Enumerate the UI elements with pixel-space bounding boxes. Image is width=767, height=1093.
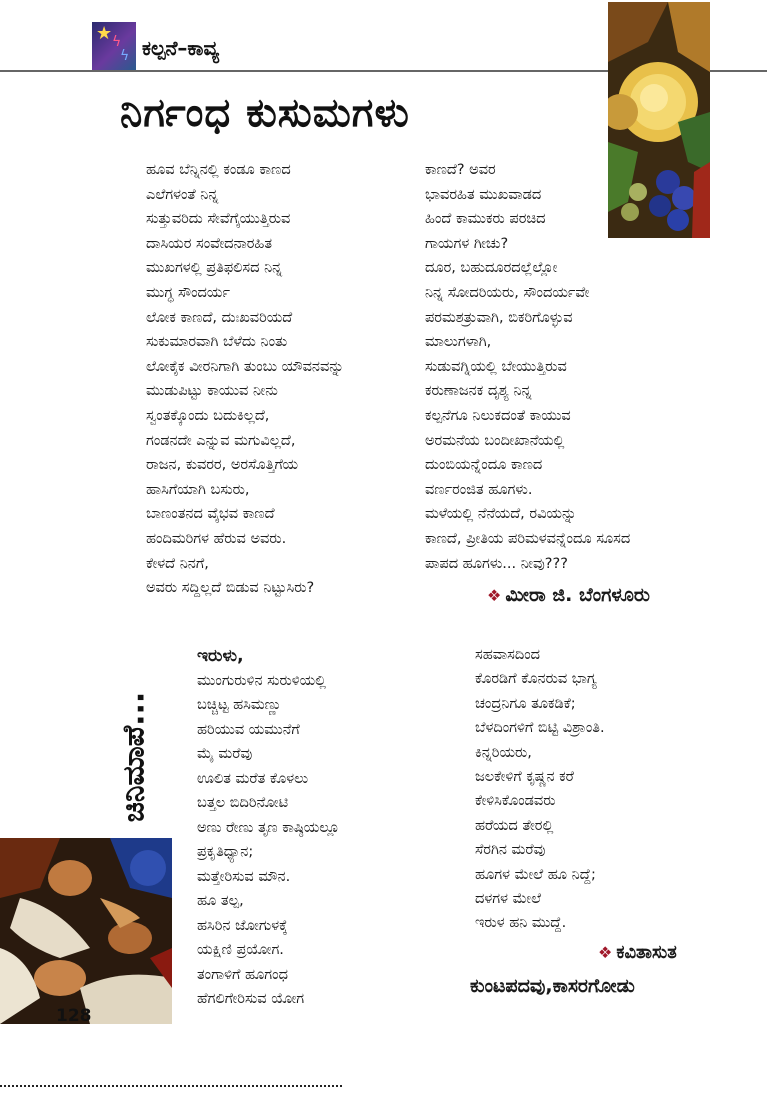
poem2-author bbox=[598, 942, 677, 963]
poem2-title-text: ಚಿನಿಮಾಪೆ... bbox=[116, 691, 152, 823]
poem-line: ಹೂ ತಲ್ಪ, bbox=[197, 893, 244, 909]
page-number: 128 bbox=[56, 1006, 92, 1026]
poem-line: ಮುಂಗುರುಳಿನ ಸುರುಳಿಯಲ್ಲಿ bbox=[197, 672, 327, 689]
poem2-author-place: ಕುಂಟಪದವು,ಕಾಸರಗೋಡು bbox=[470, 975, 635, 997]
poem-line: ಹಾಸಿಗೆಯಾಗಿ ಬಸುರು, bbox=[146, 481, 250, 498]
poem-line: ಕೇಳದೆ ನಿನಗೆ, bbox=[146, 555, 209, 572]
poem-line: ಅರಮನೆಯ ಬಂದೀಖಾನೆಯಲ್ಲಿ bbox=[425, 432, 565, 449]
poem-line: ಗಂಡನದೇ ಎನ್ನುವ ಮಗುವಿಲ್ಲದೆ, bbox=[146, 432, 296, 449]
diamond-bullet-icon: ❖ bbox=[598, 943, 613, 962]
poem-line: ಮಳೆಯಲ್ಲಿ ನೆನೆಯದೆ, ರವಿಯನ್ನು bbox=[425, 506, 577, 523]
poem-line: ಕಿನ್ನರಿಯರು, bbox=[475, 744, 532, 761]
poem-line: ಲೋಕೈಕ ವೀರನಿಗಾಗಿ ತುಂಬು ಯೌವನವನ್ನು bbox=[146, 358, 344, 375]
poem-line: ಸುಕುಮಾರವಾಗಿ ಬೆಳೆದು ನಿಂತು bbox=[146, 334, 288, 351]
section-title: ಕಲ್ಪನೆ–ಕಾವ್ಯ bbox=[142, 36, 220, 60]
poem-line: ಮುಡುಪಿಟ್ಟು ಕಾಯುವ ನೀನು bbox=[146, 383, 278, 400]
poem-line: ದೂರ, ಬಹುದೂರದಲ್ಲೆಲ್ಲೋ bbox=[425, 260, 558, 277]
poem-line: ಹೆಗಲಿಗೇರಿಸುವ ಯೋಗ bbox=[197, 991, 305, 1007]
section-logo-icon: ★ ϟ ϟ bbox=[92, 22, 136, 70]
poem1-column-left bbox=[146, 158, 344, 601]
poem-line: ಹಂದಿಮರಿಗಳ ಹೆರುವ ಅವರು. bbox=[146, 530, 287, 547]
poem-title: ನಿರ್ಗಂಧ ಕುಸುಮಗಳು bbox=[120, 90, 410, 136]
poem-line: ತಂಗಾಳಿಗೆ ಹೂಗಂಧ bbox=[197, 966, 288, 983]
diamond-bullet-icon: ❖ bbox=[487, 586, 502, 605]
poem-line: ಪಾಪದ ಹೂಗಳು... ನೀವು??? bbox=[425, 555, 568, 572]
poem-line: ನಿನ್ನ ಸೋದರಿಯರು, ಸೌಂದರ್ಯವೇ bbox=[425, 284, 590, 301]
poem-line: ಗಾಯಗಳ ಗೀಚು? bbox=[425, 235, 509, 252]
poem-line: ಮುಖಗಳಲ್ಲಿ ಪ್ರತಿಫಲಿಸದ ನಿನ್ನ bbox=[146, 260, 283, 277]
poem-line: ಊಲಿತ ಮರೆತ ಕೊಳಲು bbox=[197, 770, 309, 787]
poem2-column-right bbox=[475, 643, 605, 936]
poem-line: ಹಸಿರಿನ ಜೋಗುಳಕ್ಕೆ bbox=[197, 917, 288, 934]
poem-line: ದುಂಬಿಯನ್ನೆಂದೂ ಕಾಣದ bbox=[425, 457, 543, 474]
poem-line: ಕರುಣಾಜನಕ ದೃಶ್ಯ ನಿನ್ನ bbox=[425, 383, 532, 400]
poem-line: ಹೂವ ಬೆನ್ನಿನಲ್ಲಿ ಕಂಡೂ ಕಾಣದ bbox=[146, 162, 291, 178]
poem-line: ದಾಸಿಯರ ಸಂವೇದನಾರಹಿತ bbox=[146, 235, 273, 252]
poem-line: ಎಲೆಗಳಂತೆ ನಿನ್ನ bbox=[146, 186, 219, 203]
poem-line: ಕೇಳಿಸಿಕೊಂಡವರು bbox=[475, 793, 556, 810]
poem-line: ಕಾಣದೆ? ಅವರ bbox=[425, 162, 496, 178]
poem-line: ಮಾಲುಗಳಾಗಿ, bbox=[425, 334, 492, 351]
poem-line: ಹರಿಯುವ ಯಮುನೆಗೆ bbox=[197, 721, 300, 738]
poem-line: ಕಲ್ಪನೆಗೂ ನಿಲುಕದಂತೆ ಕಾಯುವ bbox=[425, 407, 571, 424]
poem-line: ಬಚ್ಚಿಟ್ಟ ಹಸಿಮಣ್ಣು bbox=[197, 697, 282, 713]
poem-line: ಅವರು ಸದ್ದಿಲ್ಲದೆ ಬಿಡುವ ನಿಟ್ಟುಸಿರು? bbox=[146, 580, 315, 597]
poem-line: ಪ್ರಕೃತಿಧ್ಯಾನ; bbox=[197, 844, 254, 860]
poem-line: ಅಣು ರೇಣು ತೃಣ ಕಾಷ್ಠಿಯಲ್ಲೂ bbox=[197, 819, 340, 836]
poem-line: ಇರುಳ ಹನಿ ಮುದ್ದೆ. bbox=[475, 915, 567, 932]
poem-line: ಭಾವರಹಿತ ಮುಖವಾಡದ bbox=[425, 186, 542, 203]
poem-line: ಜಲಕೇಳಿಗೆ ಕೃಷ್ಣನ ಕರೆ bbox=[475, 769, 574, 786]
poem-line: ಮತ್ತೇರಿಸುವ ಮೌನ. bbox=[197, 868, 291, 885]
poem-line: ಮೈ ಮರೆವು bbox=[197, 746, 253, 762]
poem-line: ಸುತ್ತುವರಿದು ಸೇವೆಗೈಯುತ್ತಿರುವ bbox=[146, 211, 291, 228]
poem1-column-right bbox=[425, 158, 630, 576]
poem-line: ಬೆಳದಿಂಗಳಿಗೆ ಬಿಟ್ಟಿ ವಿಶ್ರಾಂತಿ. bbox=[475, 720, 605, 737]
poem-line: ಇರುಳು, bbox=[197, 646, 244, 666]
poem-line: ವರ್ಣರಂಜಿತ ಹೂಗಳು. bbox=[425, 481, 533, 498]
poem-line: ಪರಮಶತ್ರುವಾಗಿ, ಬಿಕರಿಗೊಳ್ಳುವ bbox=[425, 309, 573, 326]
poem2-author-name: ಕವಿತಾಸುತ bbox=[616, 942, 677, 963]
poem-line: ಚಂದ್ರನಿಗೂ ತೂಕಡಿಕೆ; bbox=[475, 695, 576, 712]
sleeping-women-painting-image bbox=[0, 838, 172, 1024]
poem2-column-left bbox=[197, 644, 340, 1012]
poem-line: ಕೊರಡಿಗೆ ಕೊನರುವ ಭಾಗ್ಯ bbox=[475, 671, 597, 688]
poem-line: ಹರೆಯದ ತೇರಲ್ಲಿ bbox=[475, 817, 554, 834]
poem-line: ಲೋಕ ಕಾಣದೆ, ದುಃಖವರಿಯದೆ bbox=[146, 309, 293, 326]
footer-dotted-rule bbox=[0, 1085, 342, 1087]
poem-line: ಬಾಣಂತನದ ವೈಭವ ಕಾಣದೆ bbox=[146, 506, 275, 523]
poem-line: ಹೂಗಳ ಮೇಲೆ ಹೂ ನಿದ್ದೆ; bbox=[475, 866, 596, 883]
poem-line: ರಾಜನ, ಕುವರರ, ಅರಸೊತ್ತಿಗೆಯ bbox=[146, 457, 298, 474]
poem-line: ಮುಗ್ಧ ಸೌಂದರ್ಯ bbox=[146, 284, 230, 301]
poem-line: ದಳಗಳ ಮೇಲೆ bbox=[475, 891, 542, 908]
poem-line: ಯಕ್ಷಿಣಿ ಪ್ರಯೋಗ. bbox=[197, 942, 284, 958]
poem1-author bbox=[487, 584, 650, 606]
poem-line: ಸುಡುವಗ್ನಿಯಲ್ಲಿ ಬೇಯುತ್ತಿರುವ bbox=[425, 358, 567, 375]
poem-line: ಸ್ವಂತಕ್ಕೊಂದು ಬದುಕಿಲ್ಲದೆ, bbox=[146, 407, 270, 424]
poem2-vertical-title bbox=[112, 652, 156, 862]
poem-line: ಕಾಣದೆ, ಪ್ರೀತಿಯ ಪರಿಮಳವನ್ನೆಂದೂ ಸೂಸದ bbox=[425, 530, 631, 547]
poem1-author-name: ಮೀರಾ ಜಿ. ಬೆಂಗಳೂರು bbox=[505, 584, 650, 606]
poem-line: ಹಿಂದೆ ಕಾಮುಕರು ಪರಚಿದ bbox=[425, 211, 546, 228]
poem-line: ಬತ್ತಲ ಬಿದಿರಿನೋಟಿ bbox=[197, 795, 289, 811]
poem-line: ಸಹವಾಸದಿಂದ bbox=[475, 647, 541, 663]
poem-line: ಸೆರಗಿನ ಮರೆವು bbox=[475, 842, 546, 859]
